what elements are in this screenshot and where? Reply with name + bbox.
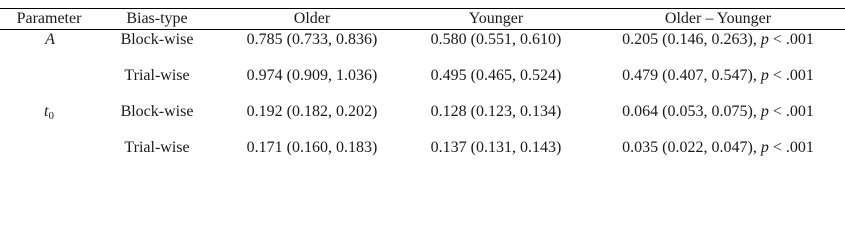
parameter-cell: A [45,31,55,48]
p-symbol: p [760,103,769,120]
parameter-cell: $t_0$ [44,103,54,122]
older-cell: 0.785 (0.733, 0.836) [246,31,378,48]
bias-type-cell: Block-wise [120,31,194,48]
difference-cell: 0.064 (0.053, 0.075), p < .001 [622,103,814,120]
bias-type-cell: Trial-wise [124,67,190,84]
bias-type-cell: Trial-wise [124,139,190,156]
p-symbol: p [760,67,769,84]
p-symbol: p [760,31,769,48]
older-cell: 0.974 (0.909, 1.036) [246,67,378,84]
older-cell: 0.192 (0.182, 0.202) [246,103,378,120]
parameter-subscript: 0 [48,110,54,122]
younger-cell: 0.495 (0.465, 0.524) [430,67,562,84]
p-symbol: p [760,139,769,156]
header-bias-type: Bias-type [126,10,188,27]
younger-cell: 0.137 (0.131, 0.143) [430,139,562,156]
header-parameter: Parameter [16,10,82,27]
difference-cell: 0.479 (0.407, 0.547), p < .001 [622,67,814,84]
difference-cell: 0.205 (0.146, 0.263), p < .001 [622,31,814,48]
header-difference: Older – Younger [664,10,772,27]
header-younger: Younger [468,10,524,27]
younger-cell: 0.580 (0.551, 0.610) [430,31,562,48]
header-older: Older [293,10,331,27]
older-cell: 0.171 (0.160, 0.183) [246,139,378,156]
younger-cell: 0.128 (0.123, 0.134) [430,103,562,120]
difference-cell: 0.035 (0.022, 0.047), p < .001 [622,139,814,156]
bias-type-cell: Block-wise [120,103,194,120]
